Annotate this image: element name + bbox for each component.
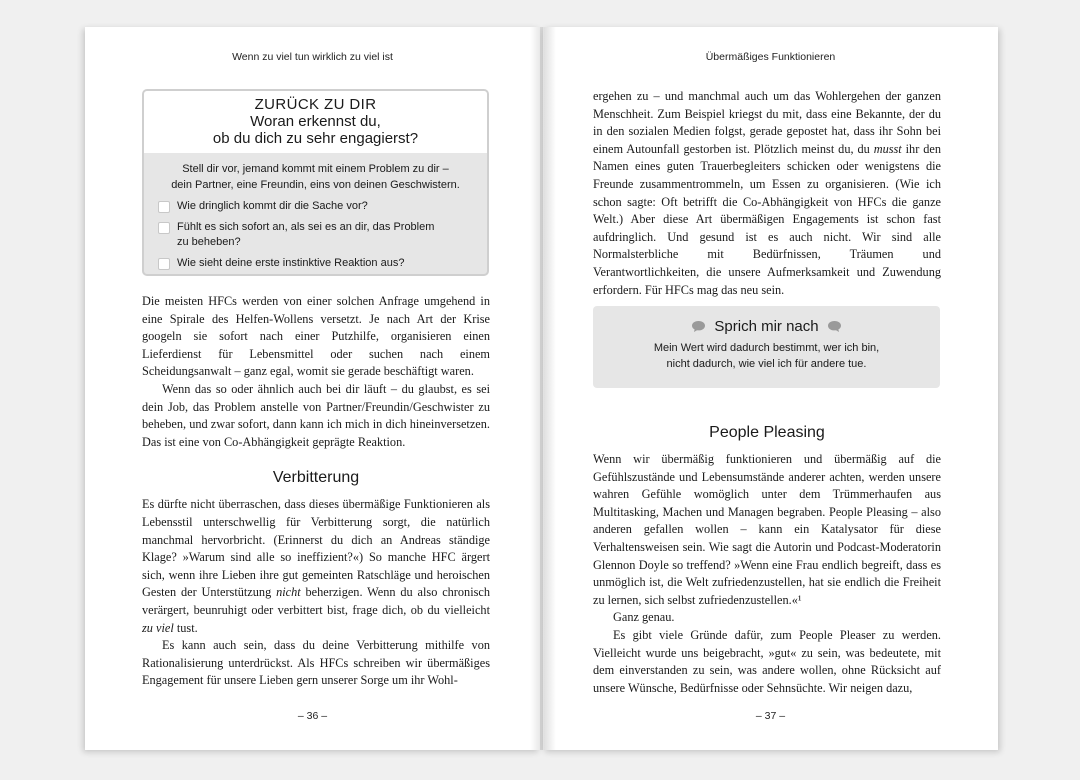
- box-intro-line1: Stell dir vor, jemand kommt mit einem Problem zu dir –: [182, 163, 449, 175]
- checkbox-icon: [158, 258, 170, 270]
- box-header: [144, 91, 487, 153]
- affirmation-line2: nicht dadurch, wie viel ich für andere tue.: [666, 357, 867, 370]
- paragraph: ergehen zu – und manchmal auch um das Wohlergehen der ganzen Menschheit. Zum Beispiel kriegst du mit, dass eine Bekannte, der du in den sozialen Medien folgst, gerade gepostet hat, dass ihr Sohn bei einem Autounfall gestorben ist. Plötzlich meinst du, du musst ihr den Namen eines guten Trauerbegleiters schicken oder wenigstens die Freunde zusammentrommeln, um Essen zu organisieren. (Wie ich schon sagte: Oft betrifft die Co-Abhängigkeit von HFCs die ganze Welt.) Aber diese Art übermäßigen Engagements ist schon fast aufdringlich. Und gesund ist es auch nicht. Wir sind alle Normalsterbliche mit Bedürfnissen, Träumen und Verantwortlichkeiten, die unsere Aufmerksamkeit und Zuwendung erfordern. Für HFCs mag das neu sein.: [593, 89, 941, 297]
- right-text-column-bottom: [593, 424, 941, 697]
- sprich-mir-nach-box: [593, 306, 940, 388]
- checkbox-icon: [158, 222, 170, 234]
- box-affirmation: [593, 341, 940, 372]
- affirmation-line1: Mein Wert wird dadurch bestimmt, wer ich bin,: [653, 342, 880, 354]
- box-intro: [158, 161, 473, 193]
- running-head-right: Übermäßiges Funktionieren: [705, 51, 836, 63]
- speech-bubble-icon: [691, 320, 706, 333]
- box-intro-line2: dein Partner, eine Freundin, eins von deinen Geschwistern.: [171, 179, 460, 191]
- zurueck-zu-dir-box: [142, 89, 489, 276]
- page-number-left: – 36 –: [297, 710, 328, 722]
- page-number-right: – 37 –: [755, 710, 786, 722]
- paragraph: Ganz genau.: [613, 610, 675, 625]
- box-title-line1: Woran erkennst du,: [250, 113, 381, 130]
- speech-bubble-icon: [827, 320, 842, 333]
- box-title-line2: ob du dich zu sehr engagierst?: [212, 130, 419, 147]
- paragraph: Wenn das so oder ähnlich auch bei dir läuft – du glaubst, es sei dein Job, das Problem anstelle von Partner/Freundin/Geschwister zu beheben, und zwar sofort, dann kann ich mich in dich hineinversetzen. Das ist eine von Co-Abhängigkeit geprägte Reaktion.: [142, 381, 490, 449]
- section-heading-verbitterung: Verbitterung: [272, 469, 360, 487]
- left-page: [85, 27, 540, 750]
- left-text-column: [142, 293, 490, 690]
- checklist-item: [158, 199, 473, 214]
- checklist-item-text: Wie sieht deine erste instinktive Reaktion aus?: [177, 257, 405, 269]
- paragraph: Die meisten HFCs werden von einer solchen Anfrage umgehend in eine Spirale des Helfen-Wollens versetzt. Je nach Art der Krise googeln sie sofort nach einer Putzhilfe, organisieren einen Lieferdienst für Lebensmittel oder suchen nach einem Scheidungsanwalt – ganz egal, womit sie gerade beschäftigt waren.: [142, 294, 490, 379]
- right-page: [543, 27, 998, 750]
- checklist-item-text: Wie dringlich kommt dir die Sache vor?: [177, 200, 368, 212]
- box-title-text: Sprich mir nach: [714, 318, 819, 335]
- right-text-column-top: [593, 88, 941, 299]
- box-kicker: ZURÜCK ZU DIR: [254, 96, 377, 113]
- checklist-item-text: Fühlt es sich sofort an, als sei es an dir, das Problem zu beheben?: [177, 221, 435, 248]
- paragraph: Es kann auch sein, dass du deine Verbitterung mithilfe von Rationalisierung unterdrückst. Als HFCs schreiben wir übermäßiges Engagement für unsere Lieben gern unserer Sorge um ihr Wohl-: [142, 638, 490, 688]
- box-title: [593, 318, 940, 335]
- paragraph: Es dürfte nicht überraschen, dass dieses übermäßige Funktionieren als Lebensstil unterschwellig für Verbitterung sorgt, die natürlich manchmal hervorbricht. (Erinnerst du dich an Andreas ständige Klage? »Warum sind alle so ineffizient?«) So manche HFC ärgert sich, wenn ihre Lieben ihre gut gemeinten Ratschläge und heroischen Gesten der Unterstützung nicht beherzigen. Wenn du also chronisch verärgert, beunruhigt oder verbittert bist, frage dich, ob du vielleicht zu viel tust.: [142, 497, 490, 635]
- checkbox-icon: [158, 201, 170, 213]
- paragraph: Es gibt viele Gründe dafür, zum People Pleaser zu werden. Vielleicht wurde uns beigebracht, »gut« zu sein, was bedeutete, mit dem einverstanden zu sein, was andere wollen, ohne Rücksicht auf unsere Wünsche, Bedürfnisse oder Sehnsüchte. Wir neigen dazu,: [593, 627, 941, 695]
- section-heading-people-pleasing: People Pleasing: [709, 424, 825, 441]
- checklist-item: [158, 256, 473, 271]
- paragraph: Wenn wir übermäßig funktionieren und übermäßig auf die Gefühlszustände und Lebensumstände anderer achten, werden unsere wahren Gefühle womöglich unter dem Trümmerhaufen aus Multitasking, Machen und Managen begraben. People Pleasing – also anderen gefallen wollen – kann ein Katalysator für diese Verhaltensweisen sein. Wie sagt die Autorin und Podcast-Moderatorin Glennon Doyle so treffend? »Wenn eine Frau endlich begreift, dass es unmöglich ist, die Welt zufriedenzustellen, hat sie endlich die Freiheit zu lernen, sich selbst zufriedenzustellen.«¹: [593, 452, 941, 607]
- checklist-item: [158, 220, 473, 250]
- running-head-left: Wenn zu viel tun wirklich zu viel ist: [232, 51, 393, 63]
